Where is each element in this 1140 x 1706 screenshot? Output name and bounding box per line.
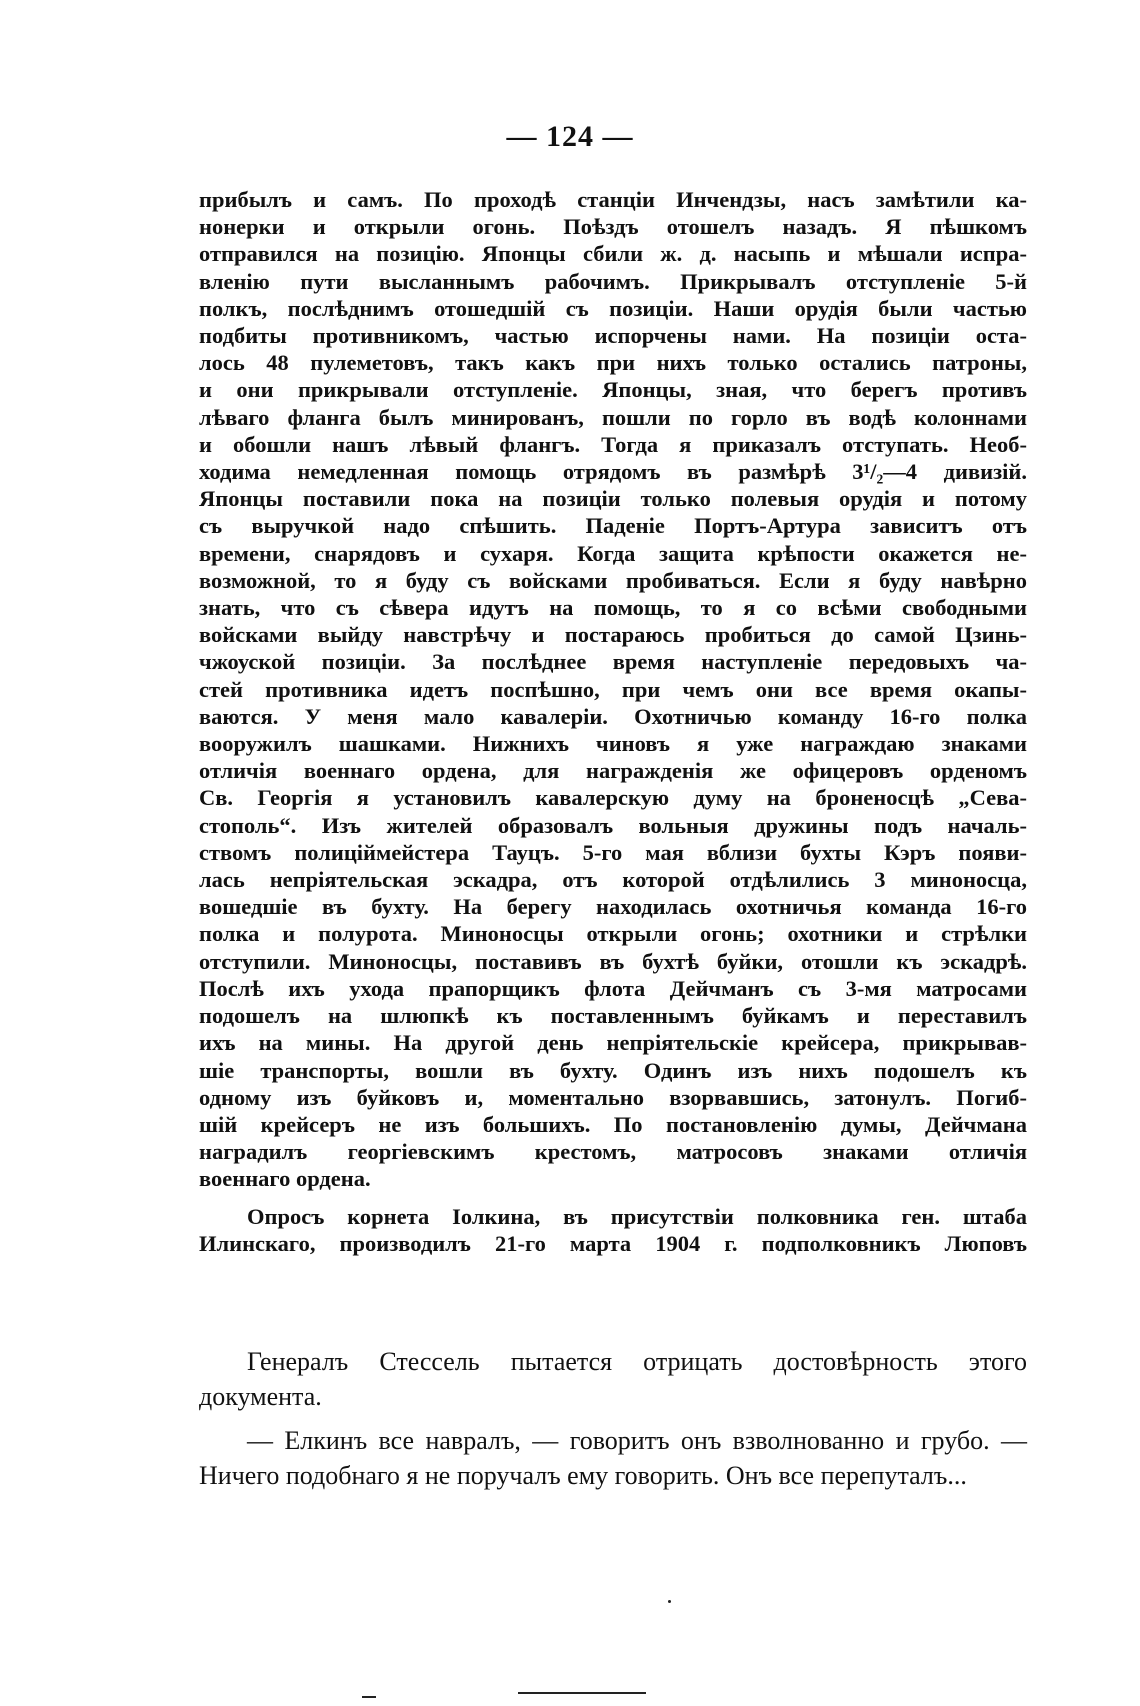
signature-line: Илинскаго, производилъ 21-го марта 1904 г. подполковникъ Люповъ [199, 1230, 1027, 1256]
quote-line: ствомъ полиціймейстера Тауцъ. 5-го мая вблизи бухты Кэръ появи- [199, 839, 1027, 865]
quote-line: отступили. Миноносцы, поставивъ въ бухтѣ буйки, отошли къ эскадрѣ. [199, 948, 1027, 974]
quote-line: Послѣ ихъ ухода прапорщикъ флота Дейчманъ съ 3-мя матросами [199, 975, 1027, 1001]
quote-line: стей противника идетъ поспѣшно, при чемъ они все время окапы- [199, 676, 1027, 702]
quote-line: военнаго ордена. [199, 1166, 371, 1192]
interrogation-note [199, 1203, 1027, 1257]
quote-line: знать, что съ сѣвера идутъ на помощь, то я со всѣми свободными [199, 595, 1027, 621]
quote-line: отправился на позицію. Японцы сбили ж. д. насыпь и мѣшали испра- [199, 241, 1027, 267]
quote-line: Св. Георгія я установилъ кавалерскую думу на броненосцѣ „Сева- [199, 785, 1027, 811]
quote-line: лѣваго фланга былъ минированъ, пошли по горло въ водѣ колоннами [199, 404, 1027, 430]
quote-line: полкъ, послѣднимъ отошедшій съ позиціи. Наши орудія были частью [199, 295, 1027, 321]
quote-line: Японцы поставили пока на позиціи только полевыя орудія и потому [199, 486, 1027, 512]
author-commentary [199, 1345, 1027, 1493]
quote-line: возможной, то я буду съ войсками пробиваться. Если я буду навѣрно [199, 567, 1027, 593]
quote-line: шій крейсеръ не изъ большихъ. По постановленію думы, Дейчмана [199, 1111, 1027, 1137]
quote-line: отличія военнаго ордена, для награжденія же офицеровъ орденомъ [199, 758, 1027, 784]
quote-line: и они прикрывали отступленіе. Японцы, зная, что берегъ противъ [199, 377, 1027, 403]
quote-line: ходима немедленная помощь отрядомъ въ размѣрѣ 3¹/₂—4 дивизій. [199, 459, 1027, 485]
quote-line: времени, снарядовъ и сухаря. Когда защита крѣпости окажется не- [199, 540, 1027, 566]
quote-line: полка и полурота. Миноносцы открыли огонь; охотники и стрѣлки [199, 921, 1027, 947]
comment-paragraph-2: — Елкинъ все навралъ, — говоритъ онъ взволнованно и грубо. — Ничего подобнаго я не поручалъ ему говорить. Онъ все перепуталъ... [199, 1426, 1027, 1490]
quote-line: съ выручкой надо спѣшить. Паденіе Портъ-Артура зависитъ отъ [199, 513, 1027, 539]
quoted-telegram [199, 186, 1027, 1257]
quote-line: вооружилъ шашками. Нижнихъ чиновъ я уже награждаю знаками [199, 731, 1027, 757]
quote-line: подбиты противникомъ, частью испорчены нами. На позиціи оста- [199, 323, 1027, 349]
quote-line: и обошли нашъ лѣвый флангъ. Тогда я приказалъ отступать. Необ- [199, 431, 1027, 457]
quote-line: ваются. У меня мало кавалеріи. Охотничью команду 16-го полка [199, 703, 1027, 729]
quote-line: стополь“. Изъ жителей образовалъ вольныя дружины подъ началь- [199, 812, 1027, 838]
quote-line: наградилъ георгіевскимъ крестомъ, матросовъ знаками отличія [199, 1139, 1027, 1165]
print-speck [668, 1600, 671, 1603]
quote-line: лось 48 пулеметовъ, такъ какъ при нихъ только остались патроны, [199, 350, 1027, 376]
page-number: — 124 — [506, 120, 634, 153]
quote-line: нонерки и открыли огонь. Поѣздъ отошелъ назадъ. Я пѣшкомъ [199, 214, 1027, 240]
comment-paragraph-1: Генералъ Стессель пытается отрицать достовѣрность этого документа. [199, 1347, 1027, 1411]
quote-line: одному изъ буйковъ и, моментально взорвавшись, затонулъ. Погиб- [199, 1084, 1027, 1110]
bottom-rule [518, 1692, 646, 1694]
quote-line: вошедшіе въ бухту. На берегу находилась охотничья команда 16-го [199, 894, 1027, 920]
quote-line: подошелъ на шлюпкѣ къ поставленнымъ буйкамъ и переставилъ [199, 1003, 1027, 1029]
quote-line: ихъ на мины. На другой день непріятельскіе крейсера, прикрывав- [199, 1030, 1027, 1056]
quote-line: шіе транспорты, вошли въ бухту. Одинъ изъ нихъ подошелъ къ [199, 1057, 1027, 1083]
signature-line: Опросъ корнета Іолкина, въ присутствіи полковника ген. штаба [247, 1203, 1027, 1229]
quote-line: вленію пути высланнымъ рабочимъ. Прикрывалъ отступленіе 5-й [199, 268, 1027, 294]
quote-line: войсками выйду навстрѣчу и постараюсь пробиться до самой Цзинь- [199, 622, 1027, 648]
quote-line: лась непріятельская эскадра, отъ которой отдѣлились 3 миноносца, [199, 867, 1027, 893]
quote-line: прибылъ и самъ. По проходѣ станціи Инчендзы, насъ замѣтили ка- [199, 187, 1027, 212]
quote-line: чжоуской позиціи. За послѣднее время наступленіе передовыхъ ча- [199, 649, 1027, 675]
print-dash [362, 1696, 376, 1698]
